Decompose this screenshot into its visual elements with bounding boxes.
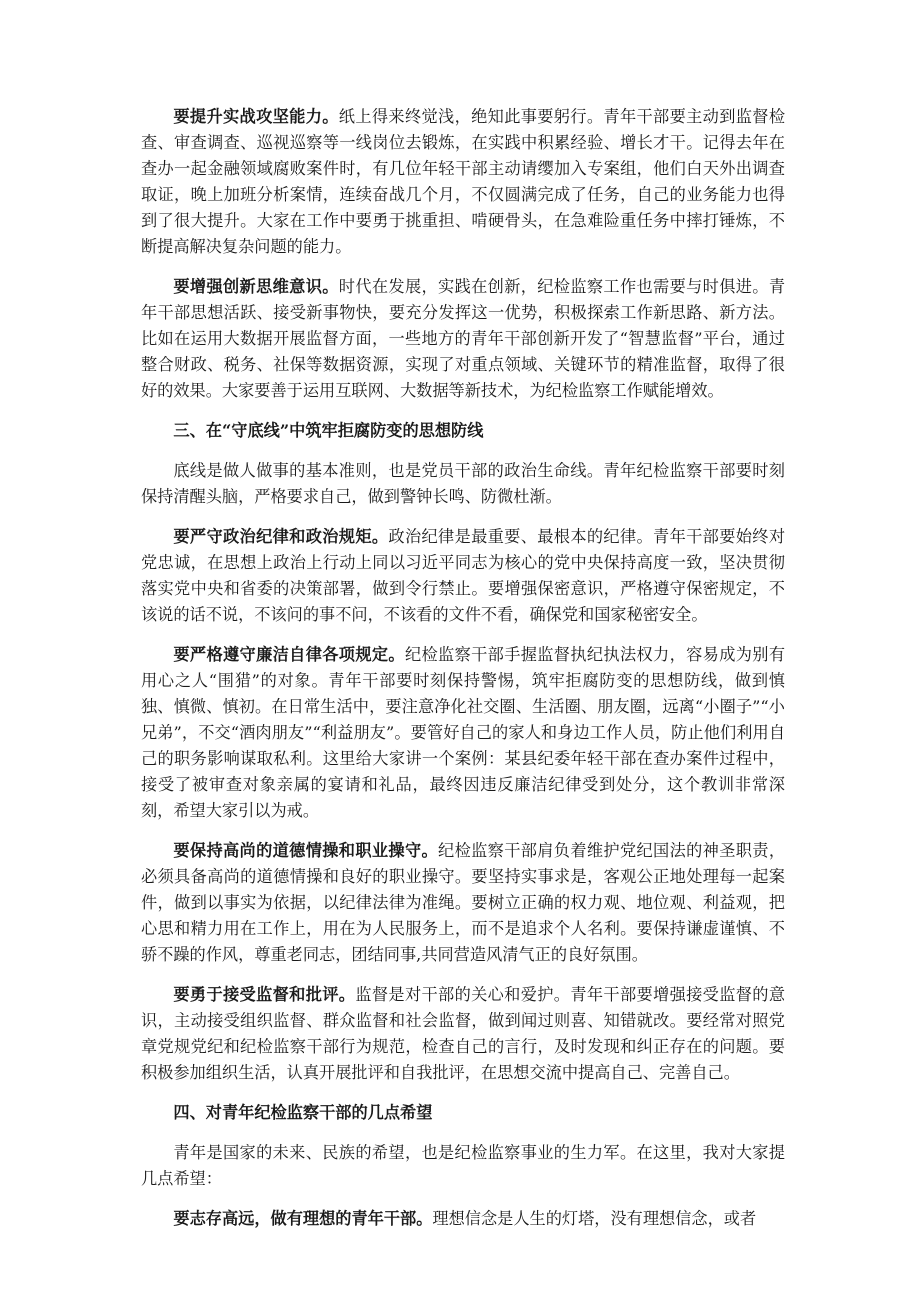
paragraph-text: 政治纪律是最重要、最根本的纪律。青年干部要始终对党忠诚，在思想上政治上行动上同以习近平同志为核心的党中央保持高度一致，坚决贯彻落实党中央和省委的决策部署，做到令行禁止。要增强保密意识，严格遵守保密规定，不该说的话不说，不该问的事不问，不该看的文件不看，确保党和国家秘密安全。 — [141, 527, 786, 624]
section-heading-3: 三、在“守底线”中筑牢拒腐防变的思想防线 — [173, 421, 484, 440]
paragraph-text: 纪检监察干部肩负着维护党纪国法的神圣职责，必须具备高尚的道德情操和良好的职业操守。要坚持实事求是，客观公正地处理每一起案件，做到以事实为依据，以纪律法律为准绳。要树立正确的权力观、地位观、利益观，把心思和精力用在工作上，用在为人民服务上，而不是追求个人名利。要保持谦虚谨慎、不骄不躁的作风，尊重老同志，团结同事,共同营造风清气正的良好氛围。 — [141, 841, 786, 964]
paragraph-text: 时代在发展，实践在创新，纪检监察工作也需要与时俱进。青年干部思想活跃、接受新事物快，要充分发挥这一优势，积极探索工作新思路、新方法。比如在运用大数据开展监督方面，一些地方的青年干部创新开发了“智慧监督”平台，通过整合财政、税务、社保等数据资源，实现了对重点领域、关键环节的精准监督，取得了很好的效果。大家要善于运用互联网、大数据等新技术，为纪检监察工作赋能增效。 — [141, 277, 786, 400]
paragraph-lead: 要增强创新思维意识。 — [173, 277, 339, 296]
paragraph-bottom-line — [141, 458, 785, 510]
paragraph-ideals — [141, 1206, 785, 1232]
paragraph-text: 底线是做人做事的基本准则，也是党员干部的政治生命线。青年纪检监察干部要时刻保持清醒头脑，严格要求自己，做到警钟长鸣、防微杜渐。 — [141, 461, 785, 506]
paragraph-text: 纸上得来终觉浅，绝知此事要躬行。青年干部要主动到监督检查、审查调查、巡视巡察等一线岗位去锻炼，在实践中积累经验、增长才干。记得去年在查办一起金融领域腐败案件时，有几位年轻干部主动请缨加入专案组，他们白天外出调查取证，晚上加班分析案情，连续奋战几个月，不仅圆满完成了任务，自己的业务能力也得到了很大提升。大家在工作中要勇于挑重担、啃硬骨头，在急难险重任务中摔打锤炼，不断提高解决复杂问题的能力。 — [141, 107, 786, 256]
paragraph-integrity-rules — [141, 642, 785, 824]
paragraph-text: 监督是对干部的关心和爱护。青年干部要增强接受监督的意识，主动接受组织监督、群众监督和社会监督，做到闻过则喜、知错就改。要经常对照党章党规党纪和纪检监察干部行为规范，检查自己的言行，及时发现和纠正存在的问题。要积极参加组织生活，认真开展批评和自我批评，在思想交流中提高自己、完善自己。 — [141, 985, 786, 1082]
paragraph-lead: 要志存高远，做有理想的青年干部。 — [173, 1209, 433, 1228]
section-heading-4: 四、对青年纪检监察干部的几点希望 — [173, 1103, 433, 1122]
paragraph-lead: 要严守政治纪律和政治规矩。 — [173, 527, 389, 546]
paragraph-text: 纪检监察干部手握监督执纪执法权力，容易成为别有用心之人“围猎”的对象。青年干部要时刻保持警惕，筑牢拒腐防变的思想防线，做到慎独、慎微、慎初。在日常生活中，要注意净化社交圈、生活圈、朋友圈，远离“小圈子”“小兄弟”，不交“酒肉朋友”“利益朋友”。要管好自己的家人和身边工作人员，防止他们利用自己的职务影响谋取私利。这里给大家讲一个案例：某县纪委年轻干部在查办案件过程中，接受了被审查对象亲属的宴请和礼品，最终因违反廉洁纪律受到处分，这个教训非常深刻，希望大家引以为戒。 — [141, 645, 786, 820]
document-page — [141, 104, 785, 1232]
paragraph-supervision — [141, 982, 785, 1086]
paragraph-hopes-intro — [141, 1140, 785, 1192]
paragraph-political-discipline — [141, 524, 785, 628]
paragraph-lead: 要严格遵守廉洁自律各项规定。 — [173, 645, 405, 664]
paragraph-ethics — [141, 838, 785, 968]
paragraph-lead: 要保持高尚的道德情操和职业操守。 — [173, 841, 439, 860]
paragraph-combat-ability — [141, 104, 785, 260]
paragraph-lead: 要勇于接受监督和批评。 — [173, 985, 356, 1004]
paragraph-text: 理想信念是人生的灯塔，没有理想信念，或者 — [432, 1209, 757, 1228]
paragraph-text: 青年是国家的未来、民族的希望，也是纪检监察事业的生力军。在这里，我对大家提几点希望： — [141, 1143, 785, 1188]
paragraph-innovation — [141, 274, 785, 404]
paragraph-lead: 要提升实战攻坚能力。 — [173, 107, 339, 126]
